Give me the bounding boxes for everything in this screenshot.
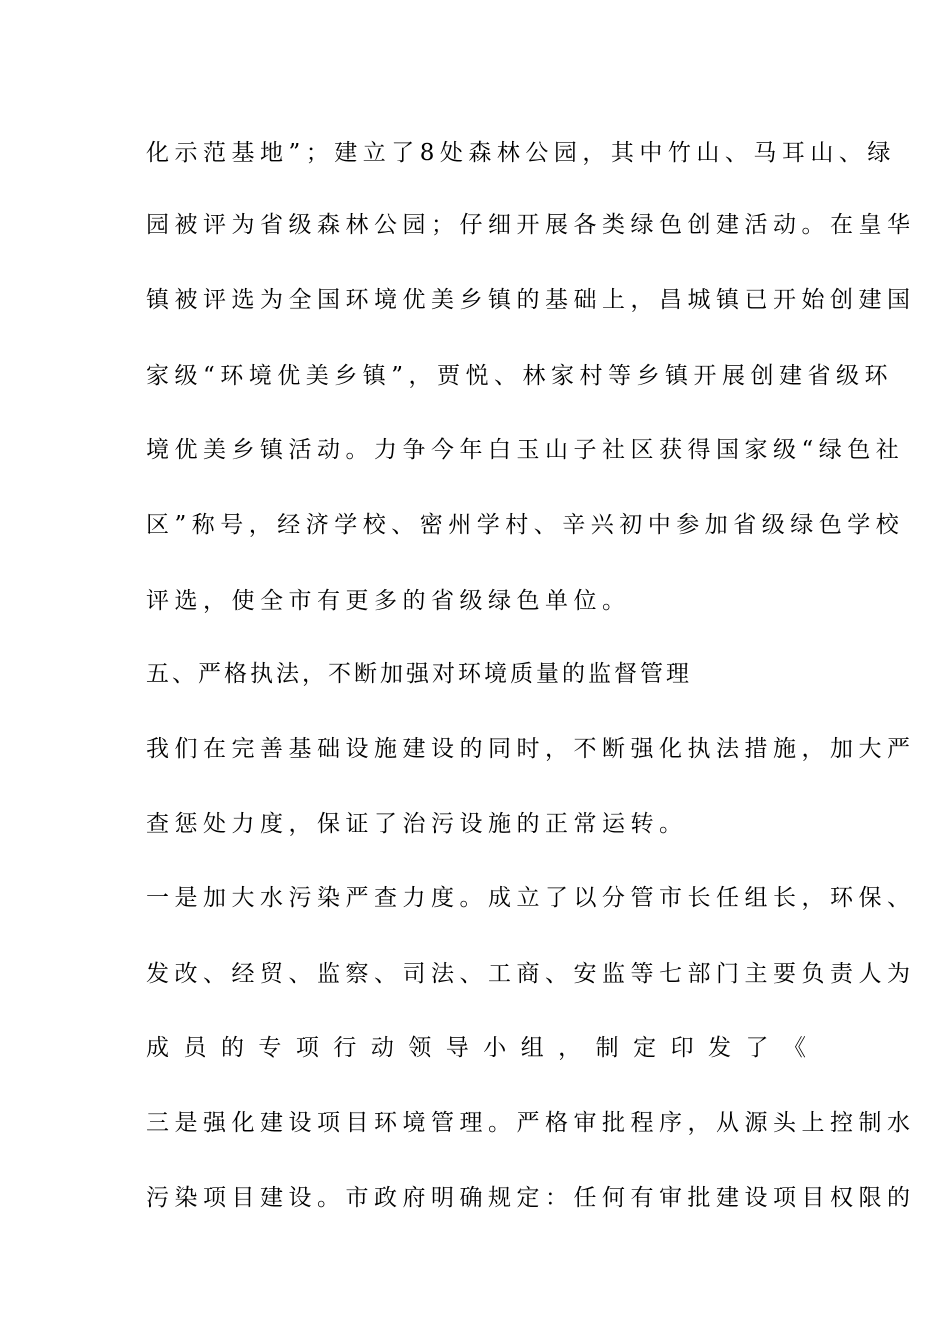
spread-char: 定 bbox=[633, 1035, 657, 1061]
spread-char: 了 bbox=[745, 1035, 769, 1061]
body-text-line-justified bbox=[146, 1034, 806, 1062]
body-text-line: 评选，使全市有更多的省级绿色单位。 bbox=[146, 588, 631, 614]
spread-char: 领 bbox=[408, 1035, 432, 1061]
body-text-line: 区”称号，经济学校、密州学村、辛兴初中参加省级绿色学校 bbox=[146, 512, 905, 538]
body-text-line: 一是加大水污染严查力度。成立了以分管市长任组长，环保、 bbox=[146, 885, 916, 911]
body-text-line: 园被评为省级森林公园；仔细开展各类绿色创建活动。在皇华 bbox=[146, 212, 916, 238]
spread-char: 项 bbox=[295, 1035, 319, 1061]
spread-char: 制 bbox=[595, 1035, 619, 1061]
body-text-line: 查惩处力度，保证了治污设施的正常运转。 bbox=[146, 811, 688, 837]
spread-char: 专 bbox=[258, 1035, 282, 1061]
spread-char: 的 bbox=[220, 1035, 244, 1061]
spread-char: 员 bbox=[183, 1035, 207, 1061]
spread-char: 成 bbox=[146, 1035, 169, 1061]
body-text-line: 家级“环境优美乡镇”，贾悦、林家村等乡镇开展创建省级环 bbox=[146, 363, 894, 389]
spread-char: 小 bbox=[483, 1035, 507, 1061]
body-text-line: 镇被评选为全国环境优美乡镇的基础上，昌城镇已开始创建国 bbox=[146, 287, 916, 313]
body-text-line: 污染项目建设。市政府明确规定：任何有审批建设项目权限的 bbox=[146, 1185, 916, 1211]
spread-char: ， bbox=[558, 1035, 582, 1061]
spread-char: 行 bbox=[333, 1035, 357, 1061]
body-text-line: 发改、经贸、监察、司法、工商、安监等七部门主要负责人为 bbox=[146, 961, 916, 987]
body-text-line: 三是强化建设项目环境管理。严格审批程序，从源头上控制水 bbox=[146, 1110, 916, 1136]
body-text-line: 境优美乡镇活动。力争今年白玉山子社区获得国家级“绿色社 bbox=[146, 437, 905, 463]
body-text-line: 我们在完善基础设施建设的同时，不断强化执法措施，加大严 bbox=[146, 736, 916, 762]
section-heading: 五、严格执法，不断加强对环境质量的监督管理 bbox=[146, 661, 692, 687]
spread-char: 印 bbox=[670, 1035, 694, 1061]
body-text-line: 化示范基地”；建立了8处森林公园，其中竹山、马耳山、绿 bbox=[146, 140, 896, 166]
spread-char: 发 bbox=[708, 1035, 732, 1061]
spread-char: 导 bbox=[445, 1035, 469, 1061]
spread-char: 《 bbox=[782, 1035, 806, 1061]
spread-char: 动 bbox=[370, 1035, 394, 1061]
spread-char: 组 bbox=[520, 1035, 544, 1061]
